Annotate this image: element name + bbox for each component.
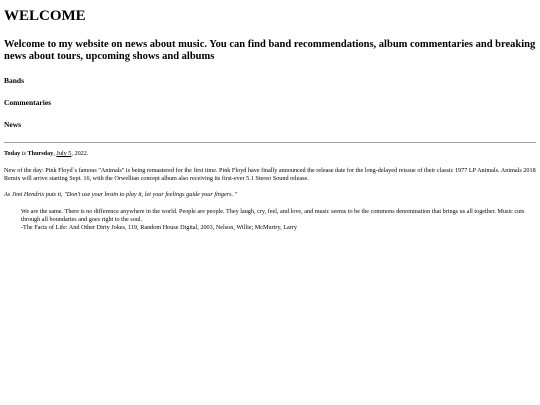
nav-link-bands-label[interactable]: Bands (4, 76, 25, 86)
nav-link-bands[interactable] (4, 76, 536, 85)
nav-link-news[interactable] (4, 120, 536, 129)
hendrix-quote-text: As Jimi Hendrix puts it, "Don't use your brain to play it, let your feelings guide your fingers. " (4, 191, 238, 199)
today-weekday: Thursday (27, 150, 54, 158)
divider (4, 142, 536, 143)
nav-link-news-label[interactable]: News (4, 120, 22, 130)
hendrix-quote (4, 191, 536, 199)
nav-link-commentaries[interactable] (4, 98, 536, 107)
page-title: WELCOME (4, 8, 86, 24)
today-year: , 2022. (71, 150, 89, 158)
today-is: is (21, 150, 26, 158)
today-label: Today (4, 150, 21, 158)
nelson-blockquote (21, 208, 536, 231)
blockquote-text: We are the same. There is no difference anywhere in the world. People are people. They laugh, cry, feel, and love, and music seems to be the commons denomination that brings us all together. Music cuts through all boundaries and goes right to the soul. (21, 208, 525, 223)
news-paragraph: New of the day: Pink Floyd`s famous "Animals" is being remastered for the first time. Pink Floyd have finally announced the release date for the long-delayed reissue of their classic 1977 LP Animals. Animals 2018 Remix will arrive starting Sept. 16, with the Orwellian concept album also receiving its first-ever 5.1 Stereo Sound release. (4, 166, 536, 182)
nav-link-commentaries-label[interactable]: Commentaries (4, 98, 52, 108)
today-date: July 5 (56, 150, 72, 158)
today-line: Today is Thursday, July 5, 2022. (4, 150, 89, 158)
blockquote-source: -The Facts of Life: And Other Dirty Jokes, 119, Random House Digital, 2003, Nelson, Willie; McMurtry, Larry (21, 223, 298, 231)
page-subtitle: Welcome to my website on news about music. You can find band recommendations, album commentaries and breaking news about tours, upcoming shows and albums (4, 39, 536, 62)
